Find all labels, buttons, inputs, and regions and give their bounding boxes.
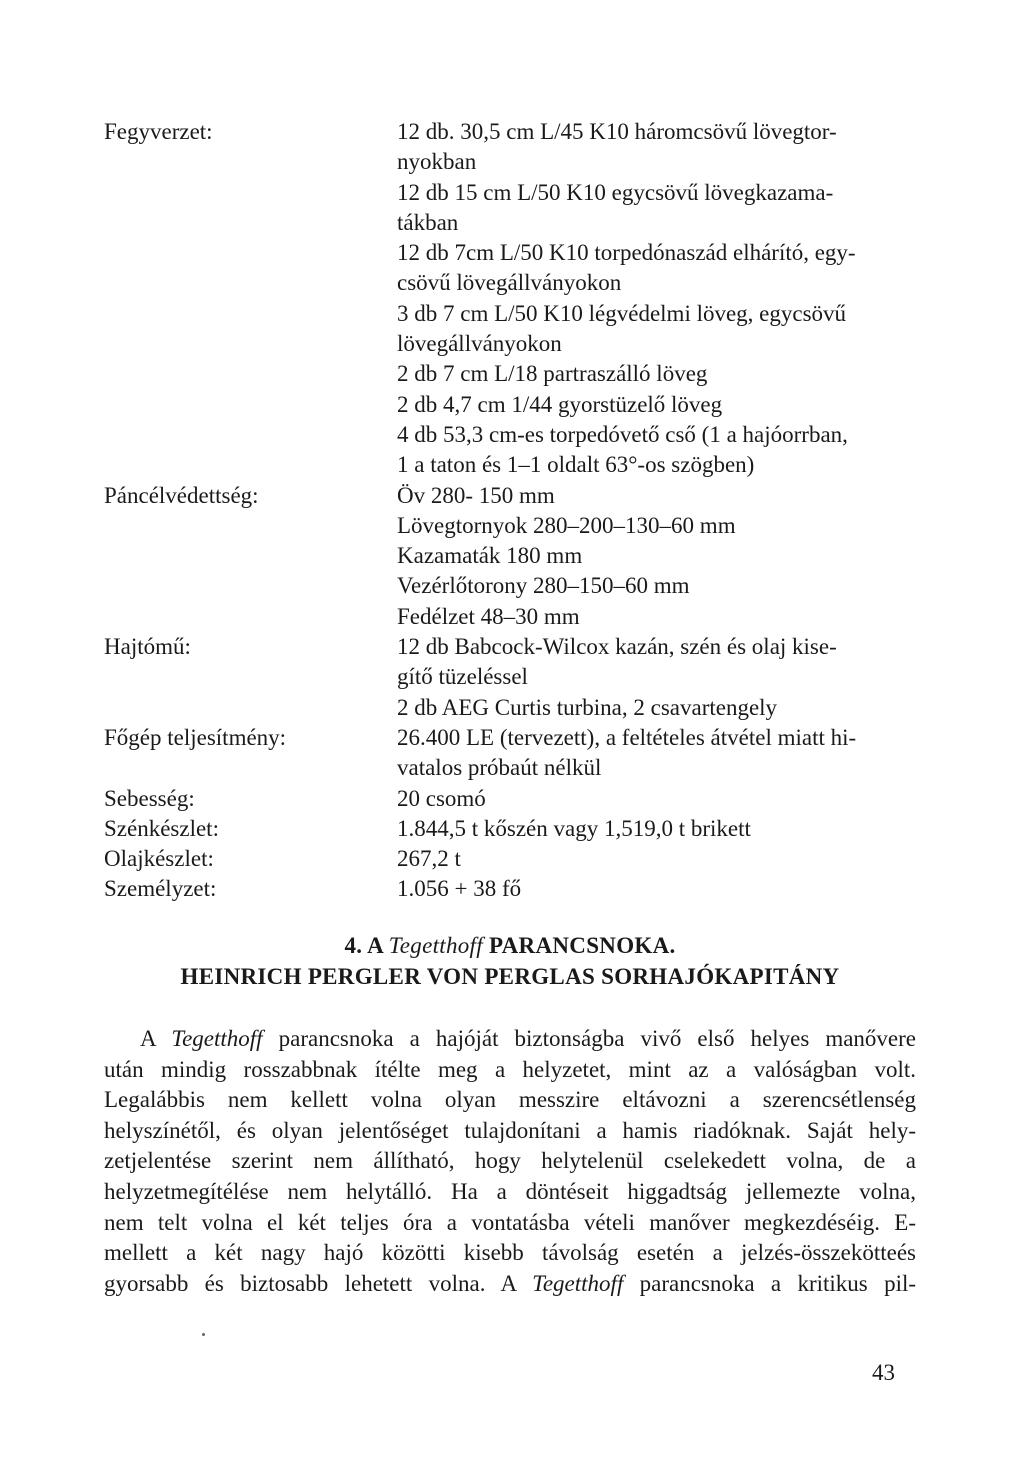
spec-value-line: csövű lövegállványokon [397,270,622,296]
line-text: A [140,1026,172,1051]
spec-value-line: 20 csomó [397,785,486,811]
paragraph-line: helyzetmegítélése nem helytálló. Ha a döntéseit higgadtság jellemezte volna, [104,1178,916,1204]
chapter-heading [104,930,916,992]
spec-row-coal [104,814,934,844]
spec-values [397,632,934,723]
spec-label: Fegyverzet: [104,119,213,144]
paragraph-line: mellett a két nagy hajó közötti kisebb távolság esetén a jelzés-összekötteés [104,1240,916,1266]
spec-value-line: 1.844,5 t kőszén vagy 1,519,0 t brikett [397,815,751,841]
page-number: 43 [872,1360,895,1385]
paragraph-line: zetjelentése szerint nem állítható, hogy helytelenül cselekedett volna, de a [104,1148,916,1174]
paragraph-line: nem telt volna el két teljes óra a vontatásba vételi manőver megkezdéséig. E- [104,1209,916,1235]
spec-value-line: tákban [397,209,459,235]
spec-value-line: Lövegtornyok 280–200–130–60 mm [397,512,736,538]
spec-row-armament [104,117,934,481]
spec-value-line: Kazamaták 180 mm [397,543,583,569]
spec-value-line: 12 db Babcock-Wilcox kazán, szén és olaj kise- [397,634,837,660]
spec-values [397,814,934,844]
paragraph-line: után mindig rosszabbnak ítélte meg a helyzetet, mint az a valóságban volt. [104,1056,916,1082]
spec-value-line: 4 db 53,3 cm-es torpedóvető cső (1 a hajóorrban, [397,421,848,447]
spec-values [397,117,934,481]
specification-table [104,117,934,905]
spec-row-oil [104,844,934,874]
spec-label: Hajtómű: [104,634,191,660]
line-text: parancsnoka a kritikus pil- [623,1270,917,1296]
spec-value-line: 2 db 7 cm L/18 partraszálló löveg [397,361,708,387]
spec-value-line: lövegállványokon [397,331,562,357]
spec-values [397,844,934,874]
line-text: gyorsabb és biztosabb lehetett volna. A [104,1270,533,1296]
spec-row-crew [104,874,934,904]
line-text: parancsnoka a hajóját biztonságba vivő első helyes manővere [262,1026,917,1051]
spec-value-line: gítő tüzeléssel [397,664,528,690]
heading-prefix: 4. A [344,933,389,958]
spec-row-armor [104,481,934,632]
spec-label: Olajkészlet: [104,846,214,872]
spec-value-line: Öv 280- 150 mm [397,482,555,508]
paragraph-line [104,1269,916,1300]
heading-ship-name: Tegetthoff [388,933,483,958]
chapter-heading-line-1 [104,930,916,961]
spec-values [397,874,934,904]
spec-value-line: 1.056 + 38 fő [397,876,522,902]
spec-row-speed [104,784,934,814]
spec-values [397,481,934,632]
spec-label: Főgép teljesítmény: [104,724,287,750]
chapter-heading-line-2: HEINRICH PERGLER VON PERGLAS SORHAJÓKAPITÁNY [180,964,840,989]
spec-label: Páncélvédettség: [104,482,259,508]
spec-label: Sebesség: [104,785,195,811]
scan-speck [202,1333,205,1336]
paragraph-line: Legalábbis nem kellett volna olyan messzire eltávozni a szerencsétlenség [104,1087,916,1113]
spec-value-line: 26.400 LE (tervezett), a feltételes átvétel miatt hi- [397,724,857,750]
spec-value-line: 3 db 7 cm L/50 K10 légvédelmi löveg, egycsövű [397,300,847,326]
spec-value-line: 1 a taton és 1–1 oldalt 63°-os szögben) [397,452,755,478]
paragraph-line [104,1024,916,1055]
spec-value-line: 267,2 t [397,846,461,872]
spec-value-line: 2 db 4,7 cm 1/44 gyorstüzelő löveg [397,391,723,417]
spec-value-line: 2 db AEG Curtis turbina, 2 csavartengely [397,694,778,720]
heading-suffix: PARANCSNOKA. [482,933,676,958]
ship-name-italic: Tegetthoff [171,1026,263,1051]
spec-row-propulsion [104,632,934,723]
spec-value-line: Fedélzet 48–30 mm [397,603,580,629]
spec-label: Személyzet: [104,876,217,902]
spec-value-line: nyokban [397,149,477,175]
spec-value-line: 12 db. 30,5 cm L/45 K10 háromcsövű lövegtor- [397,119,837,144]
spec-row-power [104,723,934,784]
spec-values [397,784,934,814]
spec-value-line: 12 db 15 cm L/50 K10 egycsövű lövegkazama- [397,179,834,205]
ship-name-italic: Tegetthoff [532,1270,624,1296]
paragraph-line: helyszínétől, és olyan jelentőséget tulajdonítani a hamis riadóknak. Saját hely- [104,1117,916,1143]
spec-values [397,723,934,784]
spec-label: Szénkészlet: [104,815,219,841]
spec-value-line: vatalos próbaút nélkül [397,755,602,781]
body-paragraph [104,1024,916,1299]
spec-value-line: Vezérlőtorony 280–150–60 mm [397,573,690,599]
spec-value-line: 12 db 7cm L/50 K10 torpedónaszád elhárító, egy- [397,240,856,266]
